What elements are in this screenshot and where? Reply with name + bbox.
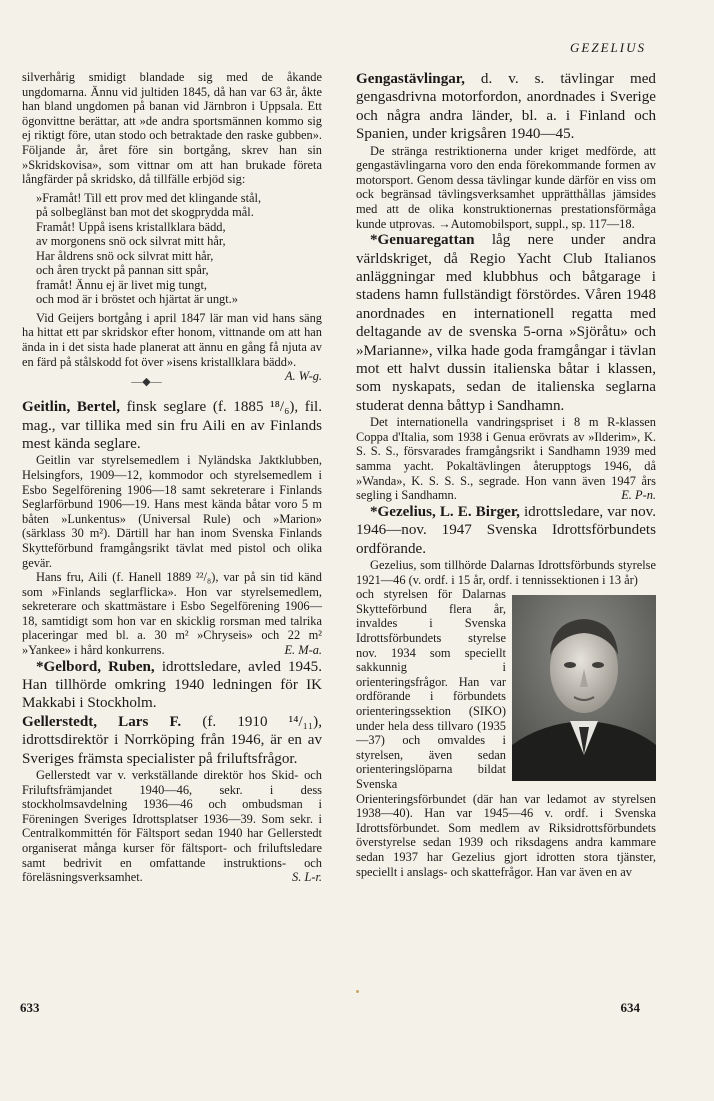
- page-number-left: 633: [20, 1000, 40, 1015]
- poem-line: framåt! Ännu ej är livet mig tungt,: [36, 277, 208, 292]
- entry-gezelius-lead: *Gezelius, L. E. Birger, idrottsledare, var nov. 1946—nov. 1947 Svenska Idrottsförbundets ordförande.: [356, 503, 656, 557]
- page-number-right: 634: [620, 1000, 640, 1015]
- running-head: GEZELIUS: [570, 40, 646, 55]
- entry-gellerstedt-lead: Gellerstedt, Lars F. (f. 1910 ¹⁴/₁₁), idrottsdirektör i Norrköping från 1946, är en av Sveriges främsta specialister på friluftsfrågor.: [22, 713, 322, 767]
- printer-mark-dot: [356, 990, 359, 993]
- entry-headword: *Gezelius, L. E. Birger,: [370, 503, 520, 520]
- poem-line: och mod är i bröstet och hjärtat är ungt.»: [36, 292, 238, 307]
- entry-headword: Geitlin, Bertel,: [22, 399, 121, 416]
- signature: S. L-r.: [292, 870, 322, 885]
- entry-geitlin-body-2: Hans fru, Aili (f. Hanell 1889 ²²/₈), var på sin tid känd som »Finlands seglarflicka». Hon var styrelsemedlem, sekreterare och skattmästare i Esbo Segelförening 1906—18, samtidigt som hon var en skicklig rorsman med talrika placeringar med bl. a. 30 m² »Chryseis» och 22 m² »Yankee» i hård konkurrens. E. M-a.: [22, 570, 322, 658]
- signature: E. M-a.: [284, 643, 322, 658]
- signature: A. W-g.: [284, 369, 322, 384]
- entry-gelbord: *Gelbord, Ruben, idrottsledare, avled 1945. Han tillhörde omkring 1940 ledningen för IK Makkabi i Stockholm.: [22, 658, 322, 712]
- poem-line: på solbeglänst ban mot det skogprydda mål.: [36, 205, 254, 220]
- signature: E. P-n.: [621, 488, 656, 503]
- skridskovisa-poem: [36, 191, 322, 307]
- article-separator: —◆—: [131, 376, 162, 389]
- entry-gengas-lead: Gengastävlingar, d. v. s. tävlingar med gengasdrivna motorfordon, anordnades i Sverige och några andra länder, bl. a. i Finland och Spanien, under krigsåren 1940—45.: [356, 71, 656, 143]
- entry-gezelius-body-a: Gezelius, som tillhörde Dalarnas Idrottsförbunds styrelse 1921—46 (v. ordf. i 15 år, ordf. i tennissektionen i 13 år): [356, 558, 656, 587]
- left-column: [22, 70, 322, 885]
- entry-gezelius-body-b: och styrelsen för Dalarnas Skytteförbund flera år, invaldes i Svenska Idrottsförbundets styrelse nov. 1934 som speciellt sakkunnig i orienteringsfrågor. Han var ordförande i förbundets orienteringssektion (SIKO) under hela dess tillvaro (1935—37) och omvaldes i styrelsen, även sedan orienteringslöparna bildat Svenska Orienteringsförbundet (där han var ledamot av styrelsen 1938—40). Han var 1945—46 v. ordf. i Svenska Idrottsförbundet. Som medlem av Riksidrottsförbundets överstyrelse sedan 1939 och riksdagens andra kammare sedan 1937 har Gezelius gjort idrotten stora tjänster, speciellt i anslags- och skattefrågor. Han var även en av: [356, 587, 656, 879]
- entry-genua-body: Det internationella vandringspriset i 8 m R-klassen Coppa d'Italia, som 1938 i Genua erövrats av »Ilderim», K. S. S. S., försvarades framgångsrikt i Sandhamn 1939 med samma yacht. Pokaltävlingen återupptogs 1946, då »Wanda», K. S. S. S., segrade. Hon vann även 1947 års segling i Sandhamn. E. P-n.: [356, 415, 656, 503]
- entry-gengas-body: De stränga restriktionerna under kriget medförde, att gengastävlingarna voro den enda förekommande formen av motorsport. Genom dessa tävlingar kunde därför en viss om ock begränsad tävlingsverksamhet upprätthållas jämsides med att de olika konstruktionernas prestationsförmåga kunde utprovas. →Automobilsport, suppl., sp. 117—18.: [356, 143, 656, 231]
- entry-geitlin-lead: Geitlin, Bertel, finsk seglare (f. 1885 ¹⁸/₆), fil. mag., var tillika med sin fru Aili en av Finlands mest kända seglare.: [22, 399, 322, 452]
- poem-line: »Framåt! Till ett prov med det klingande stål,: [36, 190, 262, 205]
- poem-line: Har åldrens snö ock silvrat mitt hår,: [36, 248, 214, 263]
- geijer-paragraph: Vid Geijers bortgång i april 1847 lär man vid hans säng ha hittat ett par skridskor efter honom, vittnande om att han ända in i det sista hade planerat att ännu en gång få njuta av en färd på stålskodd fot över »isens kristallklara bädd». A. W-g.: [22, 310, 322, 384]
- entry-headword: Gellerstedt, Lars F.: [22, 713, 182, 730]
- entry-headword: *Gelbord, Ruben,: [36, 658, 155, 675]
- portrait-photo: [512, 595, 656, 781]
- entry-headword: *Genuaregattan: [370, 232, 475, 249]
- poem-line: av morgonens snö ock silvrat mitt hår,: [36, 234, 226, 249]
- right-column: [356, 70, 656, 879]
- poem-line: och åren tryckt på pannan sitt spår,: [36, 263, 209, 278]
- entry-geitlin-body: Geitlin var styrelsemedlem i Nyländska Jaktklubben, Helsingfors, 1909—12, kommodor och styrelsemedlem i Esbo Segelförening 1906—18 samt sekreterare i Finlands Seglarförbund 1906—19. Hans mest kända båtar voro 5 m båten »Lunkentus» (Universal Rule) och »Marion» (särklass 30 m²). Därtill har han inom Svenska Finlands Skytteförbund framgångsrikt tävlat med pistol och olika gevär.: [22, 453, 322, 570]
- entry-gellerstedt-body: Gellerstedt var v. verkställande direktör hos Skid- och Friluftsfrämjandet 1940—46, sekr. i dess stockholmsavdelning 1936—46 och ombudsman i Föreningen Sveriges Idrottsplatser 1936—39. Som sekr. i Centralkommittén för Fältsport sedan 1940 har Gellerstedt organiserat många kurser för fältsport- och friluftsledare samt bedrivit en omfattande instruktions- och föreläsningsverksamhet. S. L-r.: [22, 768, 322, 885]
- poem-line: Framåt! Uppå isens kristallklara bädd,: [36, 219, 226, 234]
- skridsko-intro: silverhårig smidigt blandade sig med de åkande ungdomarna. Ännu vid jultiden 1845, då han var 63 år, åkte han bland ungdomen på banan vid Järnbron i Uppsala. Ett ögonvittne berättar, att »de andra sportsmännen kommo sig ej riktigt före, utan stodo och betraktade den raske gubben». Följande år, året före sin bortgång, skrev han sin »Skridskovisa», som vittnar om att han brukade företa långfärder på skridsko, då tillfälle erbjöd sig:: [22, 70, 322, 187]
- entry-genua-lead: *Genuaregattan låg nere under andra världskriget, då Regio Yacht Club Italianos anläggningar med klubbhus och båtgarage i stadens hamn fullständigt förstördes. Våren 1948 anordnades en internationell regatta med deltagande av de svenska 5-orna »Sjöråtu» och »Marianne», vilka hade goda framgångar i tävlan mot ett halvt dussin italienska båtar i klassen, som nyskapats, sedan de italienska seglarna studerat denna båttyp i Sandhamn.: [356, 232, 656, 414]
- entry-headword: Gengastävlingar,: [356, 71, 465, 87]
